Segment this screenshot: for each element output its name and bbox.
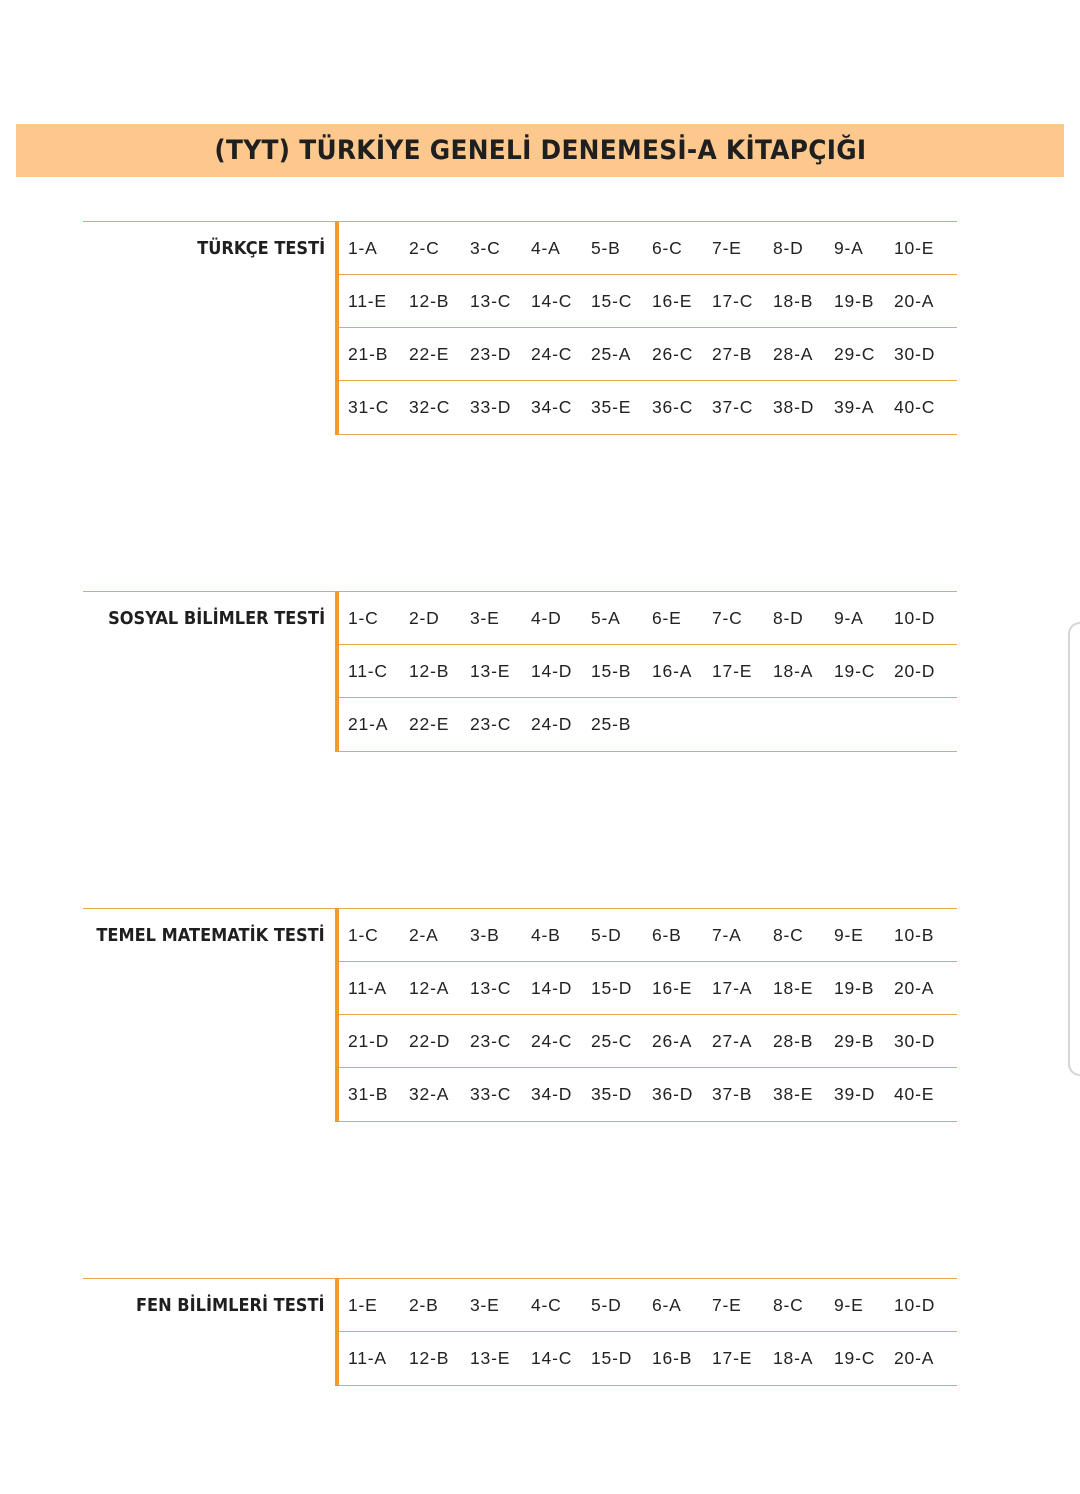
answer-cell: 25-A bbox=[591, 344, 632, 364]
answer-cell: 20-A bbox=[894, 1348, 935, 1368]
answer-cell: 25-C bbox=[591, 1031, 633, 1051]
answer-cell: 9-E bbox=[834, 925, 864, 945]
answer-cell: 33-D bbox=[470, 397, 512, 417]
answer-cell: 11-E bbox=[348, 291, 387, 311]
answer-cell: 8-C bbox=[773, 1295, 804, 1315]
answer-cell: 2-D bbox=[409, 608, 440, 628]
answer-cell: 17-A bbox=[712, 978, 753, 998]
answer-row bbox=[339, 274, 957, 327]
answer-cell: 8-C bbox=[773, 925, 804, 945]
answer-cell: 8-D bbox=[773, 238, 804, 258]
section-label-text: FEN BİLİMLERİ TESTİ bbox=[136, 1294, 325, 1316]
answer-cell: 24-C bbox=[531, 1031, 573, 1051]
section-label bbox=[83, 591, 325, 645]
answer-cell: 23-C bbox=[470, 714, 512, 734]
answer-cell: 1-C bbox=[348, 608, 379, 628]
answer-cell: 36-D bbox=[652, 1084, 694, 1104]
answer-cell: 6-E bbox=[652, 608, 682, 628]
answer-cell: 37-B bbox=[712, 1084, 753, 1104]
answer-row bbox=[339, 591, 957, 644]
answer-cell: 18-A bbox=[773, 1348, 814, 1368]
answer-cell: 19-C bbox=[834, 661, 876, 681]
answer-row bbox=[339, 1331, 957, 1386]
answer-cell: 36-C bbox=[652, 397, 694, 417]
answer-cell: 4-C bbox=[531, 1295, 562, 1315]
answer-cell: 29-B bbox=[834, 1031, 875, 1051]
answer-cell: 7-A bbox=[712, 925, 742, 945]
answer-cell: 2-A bbox=[409, 925, 439, 945]
answer-cell: 40-E bbox=[894, 1084, 935, 1104]
answer-cell: 6-B bbox=[652, 925, 682, 945]
answer-cell: 5-B bbox=[591, 238, 621, 258]
page-title: (TYT) TÜRKİYE GENELİ DENEMESİ-A KİTAPÇIĞI bbox=[213, 135, 867, 166]
section-label bbox=[83, 221, 325, 275]
answer-cell: 3-E bbox=[470, 608, 500, 628]
answer-cell: 37-C bbox=[712, 397, 754, 417]
answer-cell: 17-E bbox=[712, 1348, 753, 1368]
answer-cell: 17-E bbox=[712, 661, 753, 681]
answer-cell: 10-D bbox=[894, 608, 936, 628]
answer-cell: 15-B bbox=[591, 661, 632, 681]
answer-row bbox=[339, 908, 957, 961]
answer-cell: 23-C bbox=[470, 1031, 512, 1051]
answer-cell: 7-E bbox=[712, 1295, 742, 1315]
answer-cell: 24-C bbox=[531, 344, 573, 364]
section-label-text: TEMEL MATEMATİK TESTİ bbox=[96, 924, 325, 946]
answer-cell: 7-C bbox=[712, 608, 743, 628]
answer-cell: 14-C bbox=[531, 291, 573, 311]
answer-grid bbox=[339, 591, 957, 752]
answer-cell: 12-B bbox=[409, 291, 450, 311]
section-label-text: TÜRKÇE TESTİ bbox=[197, 237, 325, 259]
answer-cell: 32-A bbox=[409, 1084, 450, 1104]
answer-cell: 27-A bbox=[712, 1031, 753, 1051]
answer-row bbox=[339, 644, 957, 697]
answer-cell: 23-D bbox=[470, 344, 512, 364]
answer-cell: 26-C bbox=[652, 344, 694, 364]
answer-cell: 31-C bbox=[348, 397, 390, 417]
answer-cell: 17-C bbox=[712, 291, 754, 311]
answer-cell: 13-E bbox=[470, 1348, 511, 1368]
answer-cell: 22-D bbox=[409, 1031, 451, 1051]
answer-cell: 29-C bbox=[834, 344, 876, 364]
answer-cell: 5-D bbox=[591, 1295, 622, 1315]
answer-cell: 33-C bbox=[470, 1084, 512, 1104]
answer-cell: 6-A bbox=[652, 1295, 682, 1315]
answer-cell: 13-E bbox=[470, 661, 511, 681]
answer-cell: 26-A bbox=[652, 1031, 693, 1051]
answer-cell: 1-A bbox=[348, 238, 378, 258]
answer-cell: 11-C bbox=[348, 661, 388, 681]
answer-cell: 13-C bbox=[470, 291, 512, 311]
answer-cell: 15-C bbox=[591, 291, 633, 311]
answer-cell: 3-C bbox=[470, 238, 501, 258]
answer-cell: 19-B bbox=[834, 291, 875, 311]
answer-cell: 20-A bbox=[894, 978, 935, 998]
answer-cell: 12-B bbox=[409, 661, 450, 681]
answer-cell: 28-A bbox=[773, 344, 814, 364]
answer-cell: 8-D bbox=[773, 608, 804, 628]
answer-cell: 38-D bbox=[773, 397, 815, 417]
answer-cell: 39-D bbox=[834, 1084, 876, 1104]
answer-grid bbox=[339, 908, 957, 1122]
answer-cell: 6-C bbox=[652, 238, 683, 258]
answer-cell: 16-E bbox=[652, 291, 693, 311]
answer-cell: 21-A bbox=[348, 714, 389, 734]
answer-row bbox=[339, 327, 957, 380]
answer-cell: 9-E bbox=[834, 1295, 864, 1315]
answer-cell: 14-D bbox=[531, 661, 573, 681]
answer-cell: 16-B bbox=[652, 1348, 693, 1368]
answer-cell: 30-D bbox=[894, 1031, 936, 1051]
header-banner bbox=[16, 124, 1064, 177]
answer-cell: 32-C bbox=[409, 397, 451, 417]
answer-cell: 9-A bbox=[834, 608, 864, 628]
answer-row bbox=[339, 1014, 957, 1067]
section-label bbox=[83, 908, 325, 962]
answer-cell: 15-D bbox=[591, 978, 633, 998]
answer-cell: 1-C bbox=[348, 925, 379, 945]
answer-cell: 18-A bbox=[773, 661, 814, 681]
answer-cell: 31-B bbox=[348, 1084, 389, 1104]
answer-cell: 18-B bbox=[773, 291, 814, 311]
answer-cell: 20-D bbox=[894, 661, 936, 681]
answer-cell: 27-B bbox=[712, 344, 753, 364]
answer-cell: 2-B bbox=[409, 1295, 439, 1315]
answer-cell: 21-D bbox=[348, 1031, 390, 1051]
answer-cell: 19-B bbox=[834, 978, 875, 998]
answer-cell: 18-E bbox=[773, 978, 814, 998]
answer-row bbox=[339, 1278, 957, 1331]
answer-cell: 28-B bbox=[773, 1031, 814, 1051]
answer-cell: 13-C bbox=[470, 978, 512, 998]
answer-cell: 16-E bbox=[652, 978, 693, 998]
answer-cell: 7-E bbox=[712, 238, 742, 258]
answer-cell: 10-E bbox=[894, 238, 935, 258]
answer-cell: 34-C bbox=[531, 397, 573, 417]
answer-cell: 14-C bbox=[531, 1348, 573, 1368]
answer-cell: 5-D bbox=[591, 925, 622, 945]
answer-cell: 11-A bbox=[348, 1348, 387, 1368]
answer-cell: 3-E bbox=[470, 1295, 500, 1315]
answer-cell: 1-E bbox=[348, 1295, 378, 1315]
answer-cell: 4-D bbox=[531, 608, 562, 628]
answer-cell: 16-A bbox=[652, 661, 693, 681]
answer-cell: 22-E bbox=[409, 714, 450, 734]
answer-cell: 11-A bbox=[348, 978, 387, 998]
answer-grid bbox=[339, 1278, 957, 1386]
answer-cell: 14-D bbox=[531, 978, 573, 998]
answer-cell: 19-C bbox=[834, 1348, 876, 1368]
section-label-text: SOSYAL BİLİMLER TESTİ bbox=[107, 607, 325, 629]
answer-cell: 15-D bbox=[591, 1348, 633, 1368]
answer-row bbox=[339, 697, 957, 752]
answer-cell: 24-D bbox=[531, 714, 573, 734]
answer-cell: 12-B bbox=[409, 1348, 450, 1368]
answer-cell: 10-D bbox=[894, 1295, 936, 1315]
answer-row bbox=[339, 1067, 957, 1122]
answer-cell: 3-B bbox=[470, 925, 500, 945]
answer-cell: 12-A bbox=[409, 978, 450, 998]
answer-row bbox=[339, 221, 957, 274]
answer-cell: 4-A bbox=[531, 238, 561, 258]
answer-cell: 21-B bbox=[348, 344, 389, 364]
answer-row bbox=[339, 380, 957, 435]
answer-grid bbox=[339, 221, 957, 435]
section-label bbox=[83, 1278, 325, 1332]
answer-cell: 34-D bbox=[531, 1084, 573, 1104]
answer-cell: 35-D bbox=[591, 1084, 633, 1104]
answer-cell: 20-A bbox=[894, 291, 935, 311]
answer-cell: 40-C bbox=[894, 397, 936, 417]
answer-cell: 30-D bbox=[894, 344, 936, 364]
answer-cell: 22-E bbox=[409, 344, 450, 364]
answer-cell: 4-B bbox=[531, 925, 561, 945]
answer-cell: 38-E bbox=[773, 1084, 814, 1104]
answer-cell: 10-B bbox=[894, 925, 935, 945]
answer-cell: 25-B bbox=[591, 714, 632, 734]
answer-cell: 2-C bbox=[409, 238, 440, 258]
scroll-handle[interactable] bbox=[1068, 622, 1080, 1076]
answer-cell: 39-A bbox=[834, 397, 875, 417]
answer-cell: 35-E bbox=[591, 397, 632, 417]
answer-cell: 9-A bbox=[834, 238, 864, 258]
answer-row bbox=[339, 961, 957, 1014]
answer-cell: 5-A bbox=[591, 608, 621, 628]
